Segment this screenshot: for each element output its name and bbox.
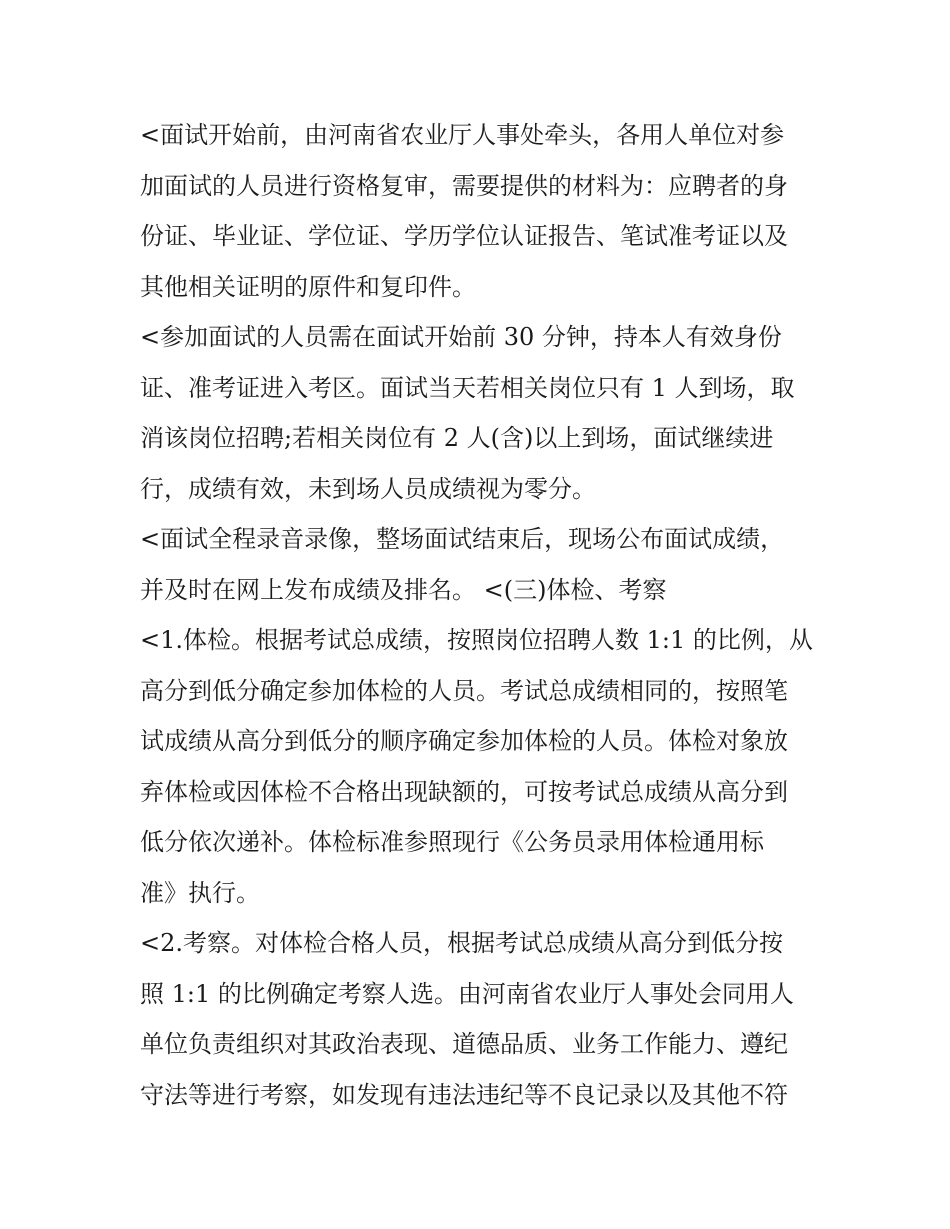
text-line: 并及时在网上发布成绩及排名。 <(三)体检、考察 <box>140 575 667 604</box>
text-line: 试成绩从高分到低分的顺序确定参加体检的人员。体检对象放 <box>140 727 788 755</box>
text-line: 高分到低分确定参加体检的人员。考试总成绩相同的，按照笔 <box>140 676 788 705</box>
text-line: 消该岗位招聘;若相关岗位有 2 人(含)以上到场，面试继续进 <box>140 424 774 452</box>
text-line: <参加面试的人员需在面试开始前 30 分钟，持本人有效身份 <box>140 323 782 351</box>
text-line: <1.体检。根据考试总成绩，按照岗位招聘人数 1:1 的比例，从 <box>140 626 813 654</box>
text-line: 单位负责组织对其政治表现、道德品质、业务工作能力、遵纪 <box>140 1030 788 1058</box>
text-line: 行，成绩有效，未到场人员成绩视为零分。 <box>140 474 596 503</box>
text-line: 准》执行。 <box>140 878 260 907</box>
text-line: <面试全程录音录像，整场面试结束后，现场公布面试成绩， <box>140 525 785 553</box>
text-line: 弃体检或因体检不合格出现缺额的，可按考试总成绩从高分到 <box>140 777 788 806</box>
text-line: 加面试的人员进行资格复审，需要提供的材料为：应聘者的身 <box>140 171 788 200</box>
text-line: 其他相关证明的原件和复印件。 <box>140 272 476 301</box>
text-line: <面试开始前，由河南省农业厅人事处牵头，各用人单位对参 <box>140 121 785 149</box>
text-line: 低分依次递补。体检标准参照现行《公务员录用体检通用标 <box>140 828 764 856</box>
text-line: 份证、毕业证、学位证、学历学位认证报告、笔试准考证以及 <box>140 222 788 250</box>
text-line: 守法等进行考察，如发现有违法违纪等不良记录以及其他不符 <box>140 1080 788 1109</box>
text-line: <2.考察。对体检合格人员，根据考试总成绩从高分到低分按 <box>140 929 784 957</box>
text-line: 证、准考证进入考区。面试当天若相关岗位只有 1 人到场，取 <box>140 373 795 402</box>
text-line: 照 1:1 的比例确定考察人选。由河南省农业厅人事处会同用人 <box>140 979 794 1008</box>
document-body <box>140 110 820 1120</box>
